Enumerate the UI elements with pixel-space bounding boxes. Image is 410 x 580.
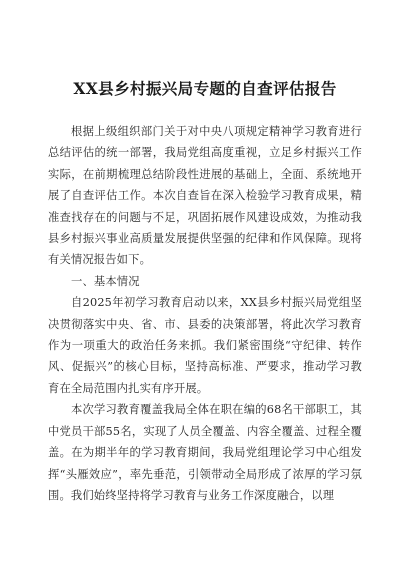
section-heading-basic-info: 一、基本情况 (71, 274, 140, 288)
paragraph-basic-info: 自2025年初学习教育启动以来，XX县乡村振兴局党组坚决贯彻落实中央、省、市、县委的决策部署，将此次学习教育作为一项重大的政治任务来抓。我们紧密围绕“守纪律、转作风、促振兴”的核心目标，坚持高标准、严要求，推动学习教育在全局范围内扎实有序开展。 (48, 296, 362, 395)
paragraph-intro: 根据上级组织部门关于对中央八项规定精神学习教育进行总结评估的统一部署，我局党组高度重视，立足乡村振兴工作实际，在前期梳理总结阶段性进展的基础上，全面、系统地开展了自查评估工作。本次自查旨在深入检验学习教育成果，精准查找存在的问题与不足，巩固拓展作风建设成效，为推动我县乡村振兴事业高质量发展提供坚强的纪律和作风保障。现将有关情况报告如下。 (48, 125, 362, 267)
paragraph-coverage: 本次学习教育覆盖我局全体在职在编的68名干部职工，其中党员干部55名，实现了人员全覆盖、内容全覆盖、过程全覆盖。在为期半年的学习教育期间，我局党组理论学习中心组发挥“头雁效应”，率先垂范，引领带动全局形成了浓厚的学习氛围。我们始终坚持将学习教育与业务工作深度融合，以理 (48, 403, 362, 502)
document-body (48, 121, 362, 506)
document-title: XX县乡村振兴局专题的自查评估报告 (73, 79, 337, 98)
